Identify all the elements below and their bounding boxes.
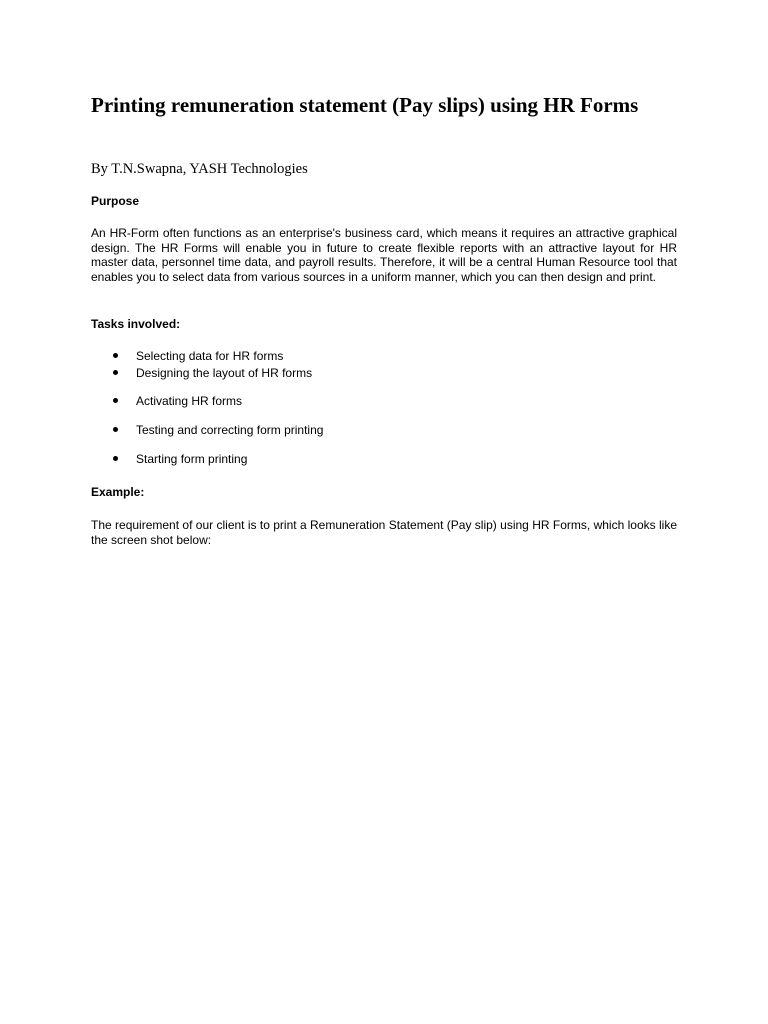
bullet-icon [113,427,118,432]
example-heading: Example: [91,485,145,499]
task-label: Starting form printing [136,452,248,466]
task-label: Activating HR forms [136,394,243,408]
bullet-icon [113,398,118,403]
bullet-icon [113,456,118,461]
task-label: Selecting data for HR forms [136,349,284,363]
bullet-icon [113,353,118,358]
document-page [91,92,677,547]
task-label: Testing and correcting form printing [136,423,324,437]
example-paragraph: The requirement of our client is to print a Remuneration Statement (Pay slip) using HR Forms, which looks like the screen shot below: [91,518,677,547]
purpose-paragraph: An HR-Form often functions as an enterprise's business card, which means it requires an attractive graphical design. The HR Forms will enable you in future to create flexible reports with an attractive layout for HR master data, personnel time data, and payroll results. Therefore, it will be a central Human Resource tool that enables you to select data from various sources in a uniform manner, which you can then design and print. [91,226,677,284]
tasks-heading: Tasks involved: [91,317,181,331]
author-byline: By T.N.Swapna, YASH Technologies [91,161,308,177]
bullet-icon [113,370,118,375]
document-title: Printing remuneration statement (Pay slips) using HR Forms [91,93,639,117]
purpose-heading: Purpose [91,194,140,208]
task-label: Designing the layout of HR forms [136,366,313,380]
